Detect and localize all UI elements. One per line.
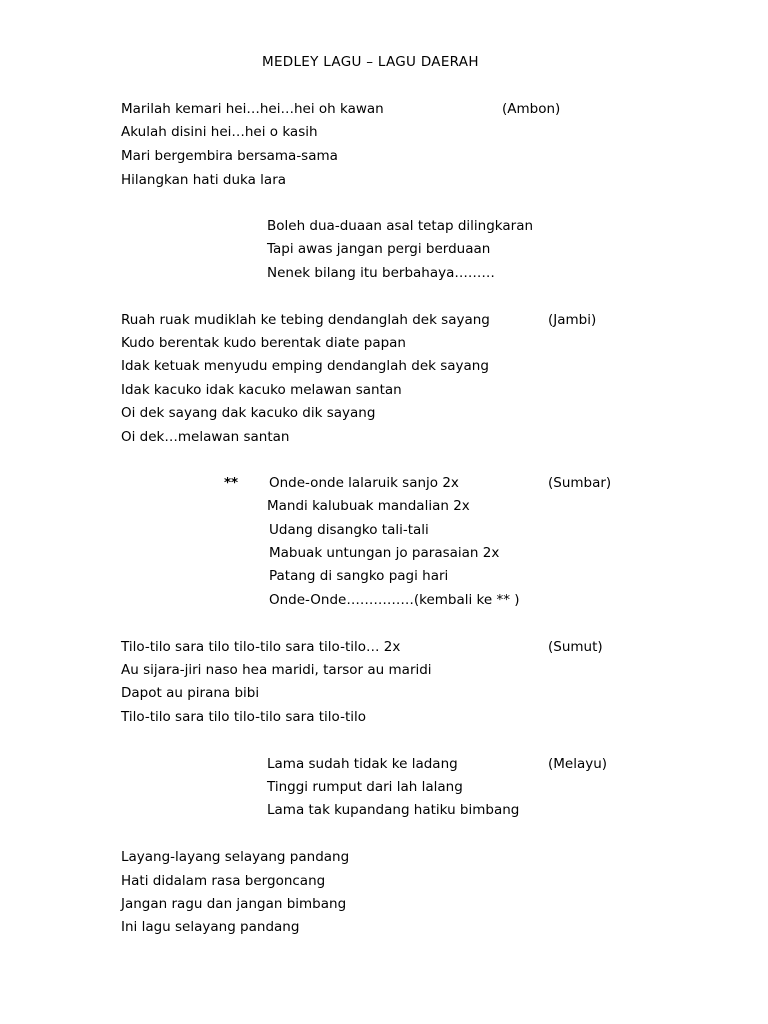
region-label-jambi: (Jambi) bbox=[548, 312, 597, 328]
lyric-line: Dapot au pirana bibi bbox=[121, 685, 260, 701]
lyric-line: Tinggi rumput dari lah lalang bbox=[267, 779, 463, 795]
lyric-line: Tilo-tilo sara tilo tilo-tilo sara tilo-tilo… 2x bbox=[121, 639, 401, 655]
lyric-line: Idak kacuko idak kacuko melawan santan bbox=[121, 382, 402, 398]
lyric-line: Mandi kalubuak mandalian 2x bbox=[267, 498, 470, 514]
region-label-sumbar: (Sumbar) bbox=[548, 475, 612, 491]
lyric-line: Jangan ragu dan jangan bimbang bbox=[121, 896, 347, 912]
region-label-sumut: (Sumut) bbox=[548, 639, 603, 655]
region-label-melayu: (Melayu) bbox=[548, 756, 608, 772]
region-label-ambon: (Ambon) bbox=[502, 101, 561, 117]
lyric-line: Mari bergembira bersama-sama bbox=[121, 148, 338, 164]
lyric-line: Ini lagu selayang pandang bbox=[121, 919, 300, 935]
lyric-line: Au sijara-jiri naso hea maridi, tarsor au maridi bbox=[121, 662, 432, 678]
lyric-line: Boleh dua-duaan asal tetap dilingkaran bbox=[267, 218, 534, 234]
lyric-line: Ruah ruak mudiklah ke tebing dendanglah dek sayang bbox=[121, 312, 490, 328]
lyric-line: Onde-onde lalaruik sanjo 2x bbox=[269, 475, 459, 491]
lyric-line: Lama tak kupandang hatiku bimbang bbox=[267, 802, 520, 818]
lyric-line: Oi dek…melawan santan bbox=[121, 429, 290, 445]
lyric-line: Patang di sangko pagi hari bbox=[269, 568, 449, 584]
lyric-line: Tapi awas jangan pergi berduaan bbox=[267, 241, 491, 257]
lyric-line: Tilo-tilo sara tilo tilo-tilo sara tilo-tilo bbox=[121, 709, 366, 725]
lyric-line: Nenek bilang itu berbahaya……… bbox=[267, 265, 495, 281]
lyric-line: Hilangkan hati duka lara bbox=[121, 172, 287, 188]
lyric-line: Oi dek sayang dak kacuko dik sayang bbox=[121, 405, 376, 421]
lyric-line: Mabuak untungan jo parasaian 2x bbox=[269, 545, 500, 561]
page-title: MEDLEY LAGU – LAGU DAERAH bbox=[262, 54, 479, 70]
lyric-line: Layang-layang selayang pandang bbox=[121, 849, 350, 865]
lyric-line: Kudo berentak kudo berentak diate papan bbox=[121, 335, 406, 351]
lyric-line: Udang disangko tali-tali bbox=[269, 522, 429, 538]
lyric-line: Akulah disini hei…hei o kasih bbox=[121, 124, 318, 140]
lyric-line: Onde-Onde……………(kembali ke ** ) bbox=[269, 592, 520, 608]
lyric-line: Lama sudah tidak ke ladang bbox=[267, 756, 458, 772]
lyric-line: Marilah kemari hei…hei…hei oh kawan bbox=[121, 101, 384, 117]
refrain-marker: ** bbox=[224, 475, 239, 491]
lyric-line: Idak ketuak menyudu emping dendanglah dek sayang bbox=[121, 358, 489, 374]
lyric-line: Hati didalam rasa bergoncang bbox=[121, 873, 326, 889]
